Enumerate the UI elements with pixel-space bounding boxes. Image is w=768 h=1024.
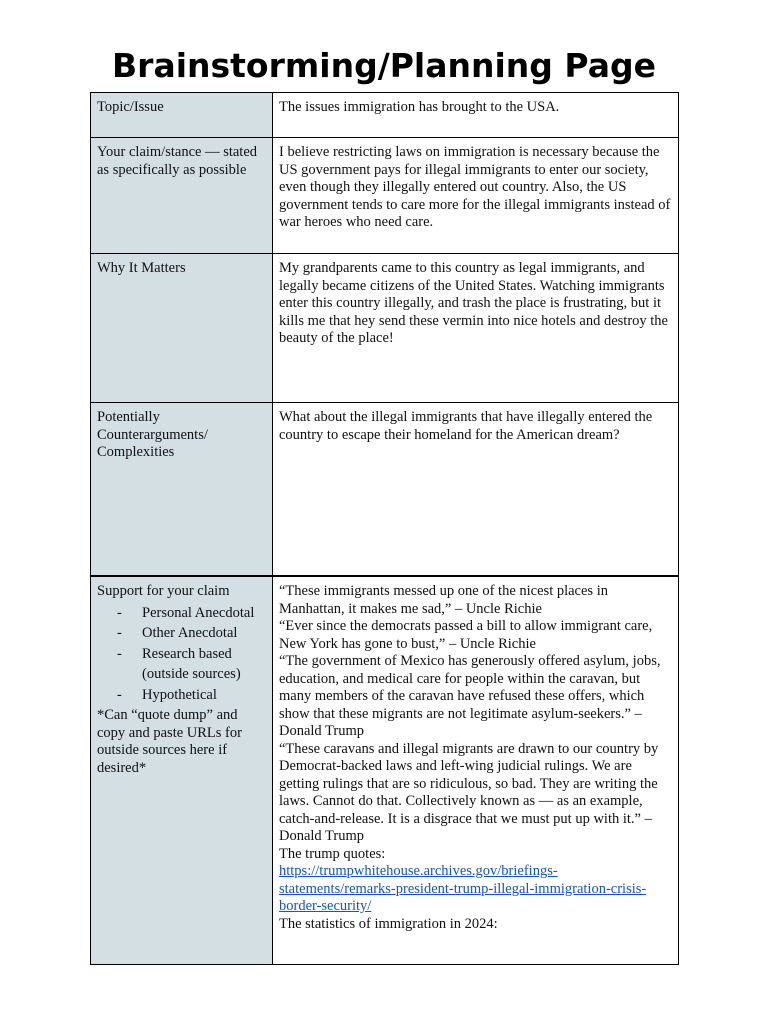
- quote-text: “Ever since the democrats passed a bill to allow immigrant care, New York has gone to bust,” – Uncle Richie: [279, 618, 653, 652]
- bullet-dash: -: [117, 686, 122, 703]
- quote-text: “The government of Mexico has generously offered asylum, jobs, education, and medical care for people within the caravan, but many members of the caravan have refused these offers, which show that these migrants are not legitimate asylum-seekers.” – Donald Trump: [279, 653, 661, 739]
- support-note: *Can “quote dump” and copy and paste URLs for outside sources here if desired*: [97, 707, 242, 776]
- bullet-text: Personal Anecdotal: [142, 604, 255, 621]
- quote-text: “These immigrants messed up one of the nicest places in Manhattan, it makes me sad,” – Uncle Richie: [279, 583, 608, 617]
- trump-quotes-label: The trump quotes:: [279, 845, 386, 862]
- planning-table: [90, 92, 679, 965]
- support-bullet-list: [97, 603, 266, 706]
- claim-label: Your claim/stance — stated as specifically as possible: [91, 138, 273, 254]
- bullet-dash: -: [117, 604, 122, 621]
- counter-label: Potentially Counterarguments/ Complexities: [91, 403, 273, 577]
- support-label-cell: [91, 576, 273, 965]
- bullet-dash: -: [117, 645, 122, 662]
- source-link[interactable]: https://trumpwhitehouse.archives.gov/briefings-statements/remarks-president-trump-illegal-immigration-crisis-border-security/: [279, 863, 647, 914]
- list-item: [117, 644, 266, 685]
- why-value[interactable]: My grandparents came to this country as legal immigrants, and legally became citizens of the United States. Watching immigrants enter this country illegally, and trash the place is frustrating, but it kills me that hey send these vermin into nice hotels and destroy the beauty of the place!: [273, 254, 679, 403]
- claim-value[interactable]: I believe restricting laws on immigration is necessary because the US government pays for illegal immigrants to enter our society, even though they illegally entered out country. Also, the US government tends to care more for the illegal immigrants instead of war heroes who need care.: [273, 138, 679, 254]
- stats-label: The statistics of immigration in 2024:: [279, 915, 498, 932]
- table-row-support: [91, 576, 679, 965]
- table-row-topic: [91, 93, 679, 138]
- support-value[interactable]: [273, 576, 679, 965]
- topic-value[interactable]: The issues immigration has brought to the USA.: [273, 93, 679, 138]
- table-row-claim: [91, 138, 679, 254]
- list-item: [117, 685, 266, 706]
- bullet-text: Hypothetical: [142, 686, 217, 703]
- table-row-why: [91, 254, 679, 403]
- bullet-dash: -: [117, 625, 122, 641]
- counter-value[interactable]: What about the illegal immigrants that have illegally entered the country to escape their homeland for the American dream?: [273, 403, 679, 577]
- support-label: Support for your claim: [97, 583, 230, 599]
- table-row-counter: [91, 403, 679, 577]
- quote-text: “These caravans and illegal migrants are drawn to our country by Democrat-backed laws and left-wing judicial rulings. We are getting rulings that are so ridiculous, so bad. They are writing the laws. Cannot do that. Collectively known as — as an example, catch-and-release. It is a disgrace that we must put up with it.” – Donald Trump: [279, 740, 659, 844]
- topic-label: Topic/Issue: [91, 93, 273, 138]
- why-label: Why It Matters: [91, 254, 273, 403]
- list-item: [117, 623, 266, 644]
- bullet-text: Research based (outside sources): [142, 645, 241, 682]
- bullet-text: Other Anecdotal: [142, 625, 238, 641]
- list-item: [117, 603, 266, 624]
- page-title: Brainstorming/Planning Page: [112, 46, 656, 85]
